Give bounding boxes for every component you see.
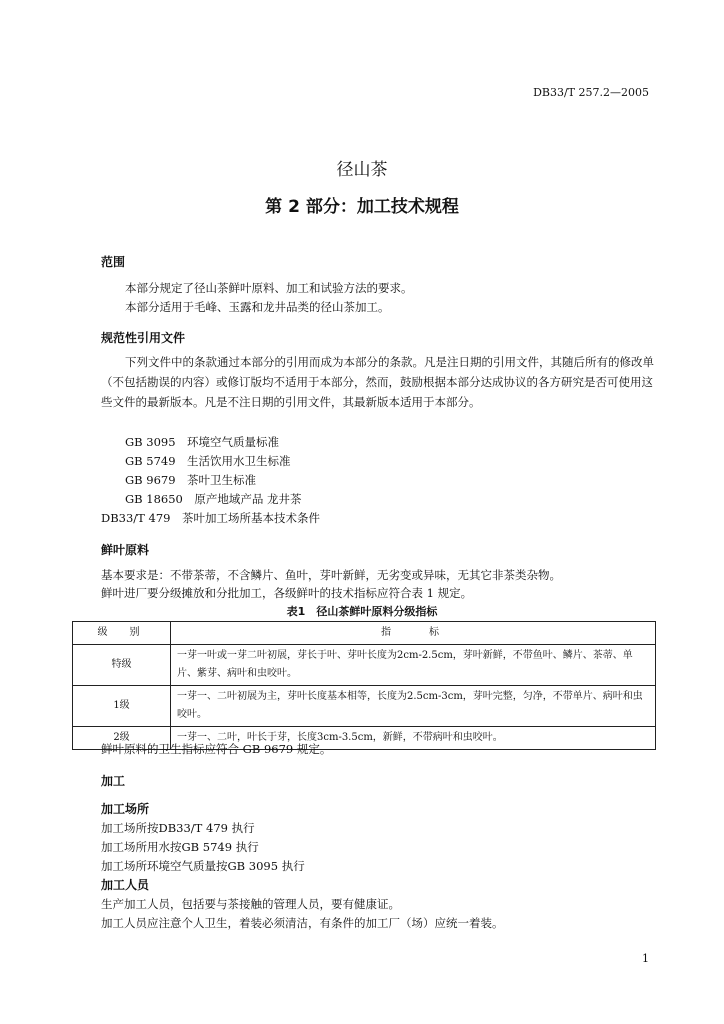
scope-line-2: 本部分适用于毛峰、玉露和龙井品类的径山茶加工。 (125, 300, 390, 314)
table-header-row (73, 622, 656, 645)
section-heading-references: 规范性引用文件 (101, 331, 186, 345)
site-line: 加工场所环境空气质量按GB 3095 执行 (101, 859, 305, 873)
table-row (73, 686, 656, 727)
grade-cell: 1级 (73, 686, 171, 727)
after-table-text: 鲜叶原料的卫生指标应符合 GB 9679 规定。 (101, 742, 332, 756)
document-number: DB33/T 257.2—2005 (533, 86, 649, 99)
document-subtitle: 第 2 部分：加工技术规程 (265, 197, 459, 217)
references-paragraph: 下列文件中的条款通过本部分的引用而成为本部分的条款。凡是注日期的引用文件，其随后所有的修改单（不包括勘误的内容）或修订版均不适用于本部分，然而，鼓励根据本部分达成协议的各方研究是否可使用这些文件的最新版本。凡是不注日期的引用文件，其最新版本适用于本部分。 (101, 355, 654, 409)
site-line: 加工场所按DB33/T 479 执行 (101, 821, 255, 835)
staff-line: 加工人员应注意个人卫生，着装必须清洁，有条件的加工厂（场）应统一着装。 (101, 916, 504, 930)
fresh-leaf-line-2: 鲜叶进厂要分级摊放和分批加工，各级鲜叶的技术指标应符合表 1 规定。 (101, 586, 473, 600)
page-number: 1 (642, 952, 649, 965)
reference-item: DB33/T 479 茶叶加工场所基本技术条件 (101, 511, 320, 525)
document-title: 径山茶 (336, 160, 388, 180)
grading-table (72, 621, 656, 750)
grade-cell: 特级 (73, 645, 171, 686)
table-header-grade: 级 别 (73, 622, 171, 645)
section-heading-scope: 范围 (101, 255, 126, 269)
spec-cell: 一芽一叶或一芽二叶初展，芽长于叶、芽叶长度为2cm-2.5cm，芽叶新鲜，不带鱼叶、鳞片、茶蒂、单片、紫芽、病叶和虫咬叶。 (171, 645, 656, 686)
reference-item: GB 9679 茶叶卫生标准 (125, 473, 257, 487)
table-header-spec: 指 标 (171, 622, 656, 645)
section-heading-fresh-leaf: 鲜叶原料 (101, 543, 150, 557)
spec-cell: 一芽一、二叶，叶长于芽，长度3cm-3.5cm，新鲜，不带病叶和虫咬叶。 (171, 727, 656, 750)
section-heading-processing: 加工 (101, 774, 126, 788)
table-row (73, 645, 656, 686)
table-caption: 表1 径山茶鲜叶原料分级指标 (286, 605, 438, 618)
subheading-site: 加工场所 (101, 802, 150, 816)
fresh-leaf-line-1: 基本要求是：不带茶蒂，不含鳞片、鱼叶，芽叶新鲜，无劣变或异味，无其它非茶类杂物。 (101, 568, 561, 582)
subheading-staff: 加工人员 (101, 878, 150, 892)
reference-item: GB 18650 原产地域产品 龙井茶 (125, 492, 302, 506)
scope-line-1: 本部分规定了径山茶鲜叶原料、加工和试验方法的要求。 (125, 281, 413, 295)
staff-line: 生产加工人员，包括要与茶接触的管理人员，要有健康证。 (101, 897, 400, 911)
grade-cell: 2级 (73, 727, 171, 750)
spec-cell: 一芽一、二叶初展为主，芽叶长度基本相等，长度为2.5cm-3cm，芽叶完整，匀净，不带单片、病叶和虫咬叶。 (171, 686, 656, 727)
reference-item: GB 3095 环境空气质量标准 (125, 435, 280, 449)
reference-item: GB 5749 生活饮用水卫生标准 (125, 454, 291, 468)
site-line: 加工场所用水按GB 5749 执行 (101, 840, 259, 854)
